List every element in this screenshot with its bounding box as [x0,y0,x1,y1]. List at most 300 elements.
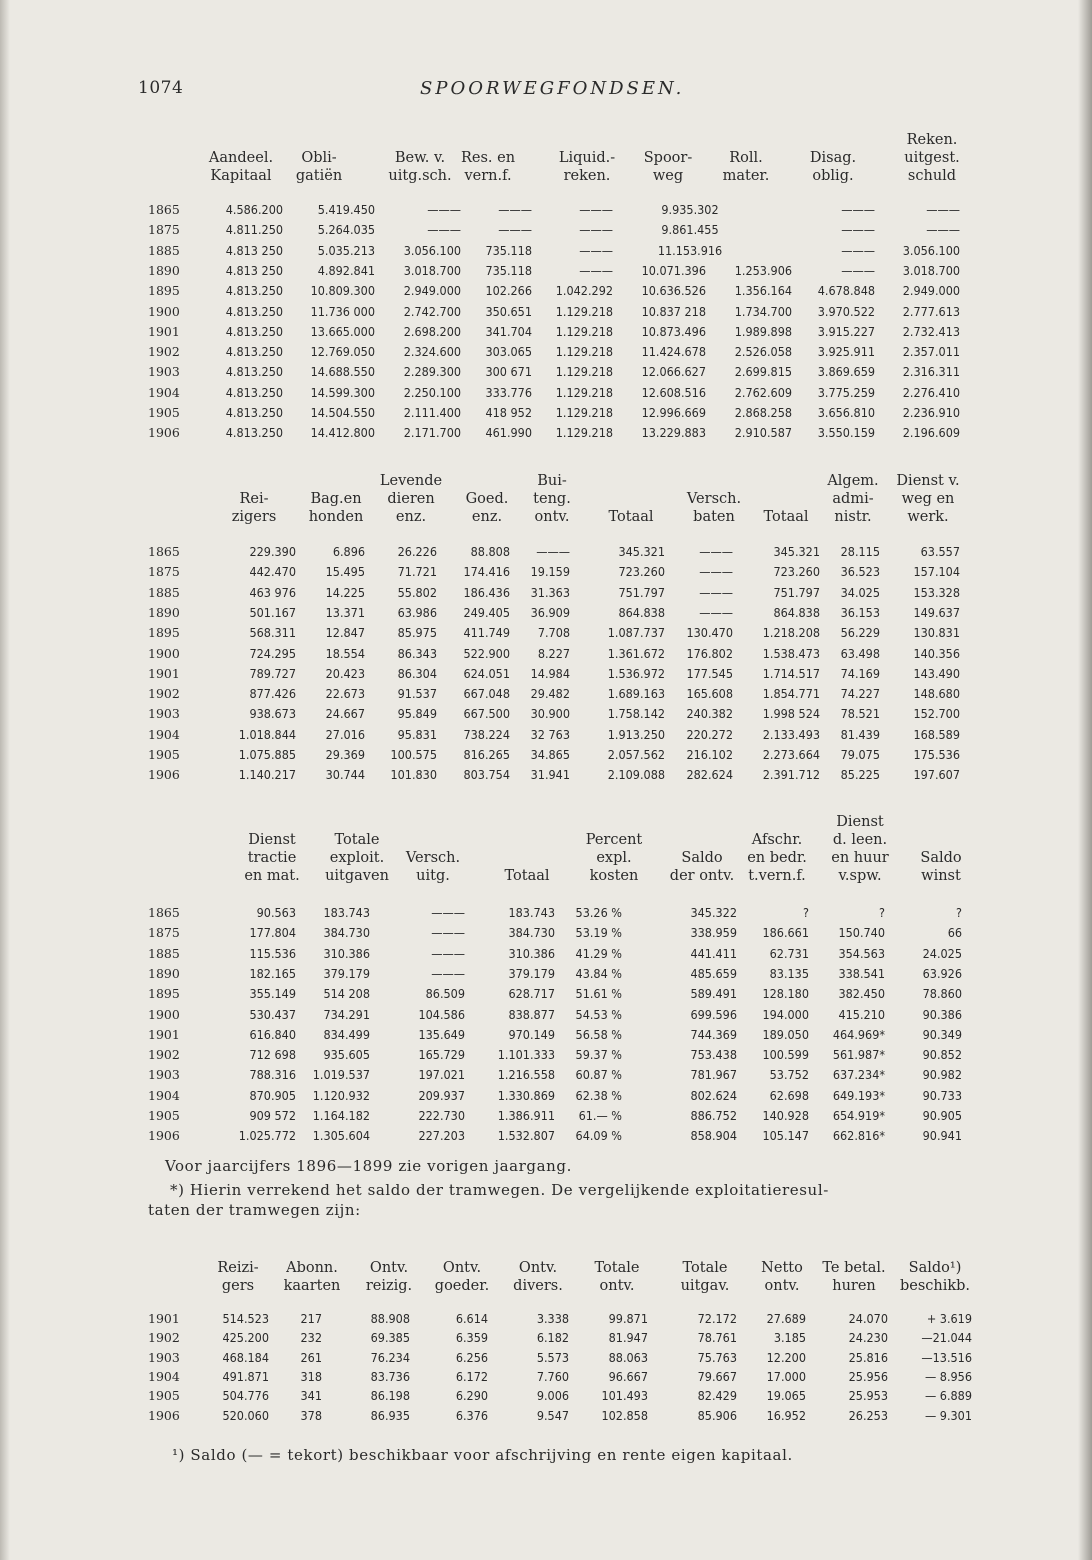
row-year: 1902 [148,686,180,702]
row-year: 1901 [148,665,180,681]
table-cell: 5.035.213 [317,242,375,258]
column-header: Goed. [465,491,509,507]
table-cell: 104.586 [418,1006,465,1022]
table-cell: 802.624 [690,1087,737,1103]
column-header: Totale [682,1260,728,1276]
table-cell: 1.140.217 [238,767,296,783]
table-cell: 174.416 [463,564,510,580]
table-cell: 27.016 [325,726,365,742]
table-cell: 789.727 [249,665,296,681]
table-cell: 442.470 [249,564,296,580]
column-header: uitg.sch. [388,168,452,184]
table-cell: 24.230 [848,1330,888,1346]
table-cell: ——— [841,202,875,217]
table-cell: 83.736 [370,1368,410,1384]
table-cell: 19.159 [530,564,570,580]
table-cell: 229.390 [249,544,296,559]
table-cell: 62.698 [769,1087,809,1103]
table-cell: 24.667 [325,706,365,722]
column-header: Te betal. [822,1260,886,1276]
table-cell: 3.970.522 [817,303,875,319]
column-header: Totaal [763,509,809,525]
column-header: Dienst v. [896,473,960,489]
row-year: 1890 [148,262,180,278]
column-header: Bag.en [310,491,362,507]
table-cell: 12.200 [766,1349,806,1365]
column-header: uitgav. [680,1278,730,1294]
column-header: Obli- [301,150,337,166]
column-header: v.spw. [838,868,882,884]
column-header: Dienst [248,832,296,848]
table-cell: 32 763 [530,726,570,742]
table-cell: 712 698 [249,1047,296,1063]
note-tramways-cont: taten der tramwegen zijn: [148,1201,361,1219]
table-cell: 182.165 [249,965,296,981]
table-cell: 43.84 % [575,965,622,981]
table-cell: 10.837 218 [641,303,706,319]
table-cell: 91.537 [397,686,437,702]
table-cell: 345.321 [773,544,820,559]
column-header: nistr. [834,509,872,525]
table-cell: 72.172 [697,1311,737,1326]
table-cell: 12.769.050 [310,344,375,360]
table-cell: 31.941 [530,767,570,783]
table-cell: 74.169 [840,665,880,681]
table-cell: 100.599 [762,1047,809,1063]
table-cell: 88.063 [608,1349,648,1365]
table-cell: 29.369 [325,747,365,762]
row-year: 1875 [148,925,180,941]
table-cell: 30.744 [325,767,365,783]
table-cell: 491.871 [222,1368,269,1384]
table-cell: 858.904 [690,1128,737,1144]
column-header: weg [652,168,684,184]
table-cell: ——— [427,202,461,217]
table-cell: 2.777.613 [902,303,960,319]
table-cell: 1.216.558 [497,1067,555,1083]
table-cell: 183.743 [508,905,555,920]
table-cell: ——— [498,202,532,217]
table-cell: 751.797 [773,584,820,600]
table-cell: ? [879,905,885,920]
table-cell: 2.949.000 [403,283,461,299]
column-header: Disag. [809,150,857,166]
table-cell: 249.405 [463,604,510,620]
table-cell: 105.147 [762,1128,809,1144]
table-cell: 4.586.200 [225,202,283,217]
table-cell: 209.937 [418,1087,465,1103]
column-header: enz. [471,509,503,525]
table-cell: 2.868.258 [734,405,792,420]
column-header: Saldo [920,850,962,866]
table-cell: 6.614 [455,1311,488,1326]
table-cell: 56.58 % [575,1026,622,1042]
table-cell: 261 [300,1349,322,1365]
table-cell: 1.532.807 [497,1128,555,1144]
table-cell: 13.665.000 [310,323,375,339]
table-cell: 197.021 [418,1067,465,1083]
column-header: d. leen. [832,832,888,848]
table-cell: 1.758.142 [607,706,665,722]
table-cell: 53.26 % [575,905,622,920]
row-year: 1901 [148,323,180,339]
table-cell: 744.369 [690,1026,737,1042]
table-cell: 1.356.164 [734,283,792,299]
table-cell: 135.649 [418,1026,465,1042]
table-cell: 63.557 [920,544,960,559]
table-cell: 520.060 [222,1407,269,1423]
row-year: 1875 [148,564,180,580]
table-cell: 4.813 250 [225,242,283,258]
table-cell: 90.563 [256,905,296,920]
table-cell: 8.227 [537,645,570,661]
table-cell: 86.343 [397,645,437,661]
table-cell: 175.536 [913,747,960,762]
table-cell: 870.905 [249,1087,296,1103]
column-header: Saldo¹) [908,1260,962,1276]
table-cell: 102.266 [485,283,532,299]
table-cell: 1.989.898 [734,323,792,339]
table-cell: 1.734.700 [734,303,792,319]
table-cell: 85.906 [697,1407,737,1423]
table-cell: 74.227 [840,686,880,702]
table-cell: 83.135 [769,965,809,981]
table-cell: 14.984 [530,665,570,681]
table-cell: 514.523 [222,1311,269,1326]
table-cell: ——— [431,925,465,941]
table-cell: 9.006 [536,1388,569,1404]
table-cell: 176.802 [686,645,733,661]
table-cell: 2.391.712 [762,767,820,783]
row-year: 1906 [148,767,180,783]
table-cell: 86.304 [397,665,437,681]
table-cell: 461.990 [485,425,532,441]
table-cell: 85.975 [397,625,437,641]
table-cell: ——— [699,604,733,620]
table-cell: 514 208 [323,986,370,1002]
table-cell: 3.925.911 [817,344,875,360]
column-header: Ontv. [442,1260,482,1276]
table-cell: 69.385 [370,1330,410,1346]
table-cell: 1.218.208 [762,625,820,641]
table-cell: 95.849 [397,706,437,722]
table-cell: 18.554 [325,645,365,661]
table-cell: + 3.619 [926,1311,972,1326]
row-year: 1906 [148,1407,180,1423]
column-header: Netto [761,1260,803,1276]
table-cell: 149.637 [913,604,960,620]
row-year: 1903 [148,1349,180,1365]
table-cell: 662.816* [832,1128,885,1144]
table-cell: 1.129.218 [555,364,613,380]
note-year-figures: Voor jaarcijfers 1896—1899 zie vorigen jaargang. [165,1157,573,1175]
column-header: Bew. v. [394,150,446,166]
column-header: beschikb. [899,1278,971,1294]
table-cell: 12.066.627 [641,364,706,380]
row-year: 1885 [148,584,180,600]
table-cell: 81.947 [608,1330,648,1346]
table-cell: 90.852 [922,1047,962,1063]
table-cell: 384.730 [323,925,370,941]
table-cell: 654.919* [832,1108,885,1123]
column-header: Percent [585,832,643,848]
table-cell: 11.736 000 [310,303,375,319]
table-cell: 1.536.972 [607,665,665,681]
table-cell: 25.956 [848,1368,888,1384]
table-cell: 54.53 % [575,1006,622,1022]
table-cell: 3.656.810 [817,405,875,420]
table-cell: 4.813.250 [225,425,283,441]
column-header: admi- [832,491,874,507]
table-cell: 441.411 [690,945,737,961]
table-cell: 55.802 [397,584,437,600]
column-header: Reizi- [217,1260,259,1276]
table-cell: 63.498 [840,645,880,661]
table-cell: 303.065 [485,344,532,360]
table-cell: 522.900 [463,645,510,661]
table-cell: 6.896 [332,544,365,559]
table-cell: 9.861.455 [661,222,719,238]
table-cell: 3.775.259 [817,384,875,400]
table-cell: 222.730 [418,1108,465,1123]
table-cell: 2.289.300 [403,364,461,380]
table-cell: —21.044 [921,1330,972,1346]
column-header: goeder. [434,1278,490,1294]
table-cell: 970.149 [508,1026,555,1042]
column-header: schuld [907,168,957,184]
table-cell: 2.111.400 [403,405,461,420]
table-cell: 189.050 [762,1026,809,1042]
table-cell: 75.763 [697,1349,737,1365]
table-cell: 25.816 [848,1349,888,1365]
row-year: 1906 [148,425,180,441]
table-cell: 3.550.159 [817,425,875,441]
column-header: vern.f. [464,168,512,184]
table-cell: ——— [579,222,613,238]
table-cell: ——— [841,222,875,238]
table-cell: 61.— % [578,1108,622,1123]
table-cell: 1.253.906 [734,262,792,278]
row-year: 1905 [148,1388,180,1404]
table-cell: 2.910.587 [734,425,792,441]
table-cell: 78.761 [697,1330,737,1346]
table-cell: 2.357.011 [902,344,960,360]
table-cell: 5.264.035 [317,222,375,238]
table-cell: 16.952 [766,1407,806,1423]
column-header: Roll. [729,150,763,166]
row-year: 1904 [148,1087,180,1103]
table-cell: 6.376 [455,1407,488,1423]
table-cell: 3.018.700 [902,262,960,278]
row-year: 1895 [148,283,180,299]
table-cell: 86.198 [370,1388,410,1404]
table-cell: 338.541 [838,965,885,981]
table-cell: 14.504.550 [310,405,375,420]
table-cell: 485.659 [690,965,737,981]
row-year: 1865 [148,202,180,217]
table-cell: 6.256 [455,1349,488,1365]
column-header: Totale [334,832,380,848]
table-cell: 140.928 [762,1108,809,1123]
table-cell: 1.164.182 [312,1108,370,1123]
table-cell: 411.749 [463,625,510,641]
table-cell: 318 [300,1368,322,1384]
row-year: 1904 [148,726,180,742]
table-cell: 1.129.218 [555,303,613,319]
row-year: 1902 [148,1047,180,1063]
column-header: enz. [395,509,427,525]
table-cell: 10.636.526 [641,283,706,299]
table-cell: 78.860 [922,986,962,1002]
table-cell: 95.831 [397,726,437,742]
table-cell: 738.224 [463,726,510,742]
table-cell: 468.184 [222,1349,269,1365]
table-cell: 41.29 % [575,945,622,961]
table-cell: 128.180 [762,986,809,1002]
table-cell: 216.102 [686,747,733,762]
table-cell: ——— [699,564,733,580]
row-year: 1902 [148,1330,180,1346]
column-header: Versch. [686,491,742,507]
table-cell: 341 [300,1388,322,1404]
table-cell: 140.356 [913,645,960,661]
table-cell: 935.605 [323,1047,370,1063]
table-cell: 6.290 [455,1388,488,1404]
table-cell: ——— [841,262,875,278]
table-cell: — 8.956 [924,1368,972,1384]
column-header: kaarten [283,1278,341,1294]
table-cell: 26.226 [397,544,437,559]
table-cell: 232 [300,1330,322,1346]
table-cell: 2.762.609 [734,384,792,400]
table-cell: 2.133.493 [762,726,820,742]
column-header: winst [921,868,961,884]
table-cell: 338.959 [690,925,737,941]
column-header: Ontv. [518,1260,558,1276]
column-header: gatiën [295,168,343,184]
table-cell: 2.196.609 [902,425,960,441]
table-cell: 7.708 [537,625,570,641]
table-cell: ——— [431,945,465,961]
table-cell: 4.811.250 [225,222,283,238]
table-cell: 99.871 [608,1311,648,1326]
column-header: Res. en [460,150,516,166]
row-year: 1890 [148,965,180,981]
table-cell: 2.109.088 [607,767,665,783]
row-year: 1903 [148,364,180,380]
column-header: en mat. [244,868,300,884]
column-header: Abonn. [286,1260,338,1276]
table-cell: 816.265 [463,747,510,762]
table-cell: 589.491 [690,986,737,1002]
table-cell: 1.129.218 [555,344,613,360]
table-cell: 6.172 [455,1368,488,1384]
table-cell: 628.717 [508,986,555,1002]
table-cell: 90.386 [922,1006,962,1022]
table-cell: 28.115 [840,544,880,559]
table-cell: 378 [300,1407,322,1423]
table-cell: 36.909 [530,604,570,620]
table-cell: 220.272 [686,726,733,742]
table-cell: 157.104 [913,564,960,580]
column-header: baten [693,509,735,525]
table-cell: 1.361.672 [607,645,665,661]
table-cell: 24.025 [922,945,962,961]
table-cell: ——— [926,202,960,217]
row-year: 1903 [148,706,180,722]
table-cell: 4.813.250 [225,384,283,400]
table-cell: 13.371 [325,604,365,620]
table-cell: 101.830 [390,767,437,783]
column-header: t.vern.f. [748,868,806,884]
table-cell: 90.941 [922,1128,962,1144]
table-cell: 85.225 [840,767,880,783]
column-header: uitgest. [904,150,960,166]
table-cell: 12.608.516 [641,384,706,400]
table-cell: 282.624 [686,767,733,783]
column-header: Levende [379,473,443,489]
table-cell: 3.869.659 [817,364,875,380]
column-header: Aandeel. [208,150,274,166]
table-cell: 1.689.163 [607,686,665,702]
table-cell: ? [956,905,962,920]
table-cell: 1.025.772 [238,1128,296,1144]
table-cell: 186.661 [762,925,809,941]
column-header: Totale [594,1260,640,1276]
table-cell: —13.516 [921,1349,972,1365]
table-cell: 60.87 % [575,1067,622,1083]
table-cell: 2.236.910 [902,405,960,420]
table-cell: 530.437 [249,1006,296,1022]
table-cell: 649.193* [832,1087,885,1103]
table-cell: 30.900 [530,706,570,722]
table-cell: 11.153.916 [657,242,723,258]
row-year: 1904 [148,384,180,400]
table-cell: 2.316.311 [902,364,960,380]
table-cell: 3.915.227 [817,323,875,339]
table-cell: ——— [431,965,465,981]
table-cell: 751.797 [618,584,665,600]
table-cell: 168.589 [913,726,960,742]
column-header: divers. [513,1278,563,1294]
table-cell: 66 [947,925,962,941]
row-year: 1895 [148,986,180,1002]
table-cell: 101.493 [601,1388,648,1404]
table-cell: 4.813.250 [225,283,283,299]
table-cell: ——— [699,544,733,559]
row-year: 1904 [148,1368,180,1384]
row-year: 1900 [148,303,180,319]
table-cell: 14.225 [325,584,365,600]
table-cell: 64.09 % [575,1128,622,1144]
table-cell: 130.470 [686,625,733,641]
column-header: huren [832,1278,876,1294]
table-cell: 1.120.932 [312,1087,370,1103]
table-cell: ——— [579,202,613,217]
table-cell: 1.087.737 [607,625,665,641]
row-year: 1901 [148,1311,180,1326]
table-cell: 735.118 [485,242,532,258]
table-cell: 1.042.292 [555,283,613,299]
table-cell: 130.831 [913,625,960,641]
table-cell: 79.667 [697,1368,737,1384]
row-year: 1865 [148,544,180,559]
table-cell: 34.865 [530,747,570,762]
table-cell: 100.575 [390,747,437,762]
table-cell: 4.813.250 [225,344,283,360]
row-year: 1901 [148,1026,180,1042]
column-header: uitgaven [325,868,389,884]
